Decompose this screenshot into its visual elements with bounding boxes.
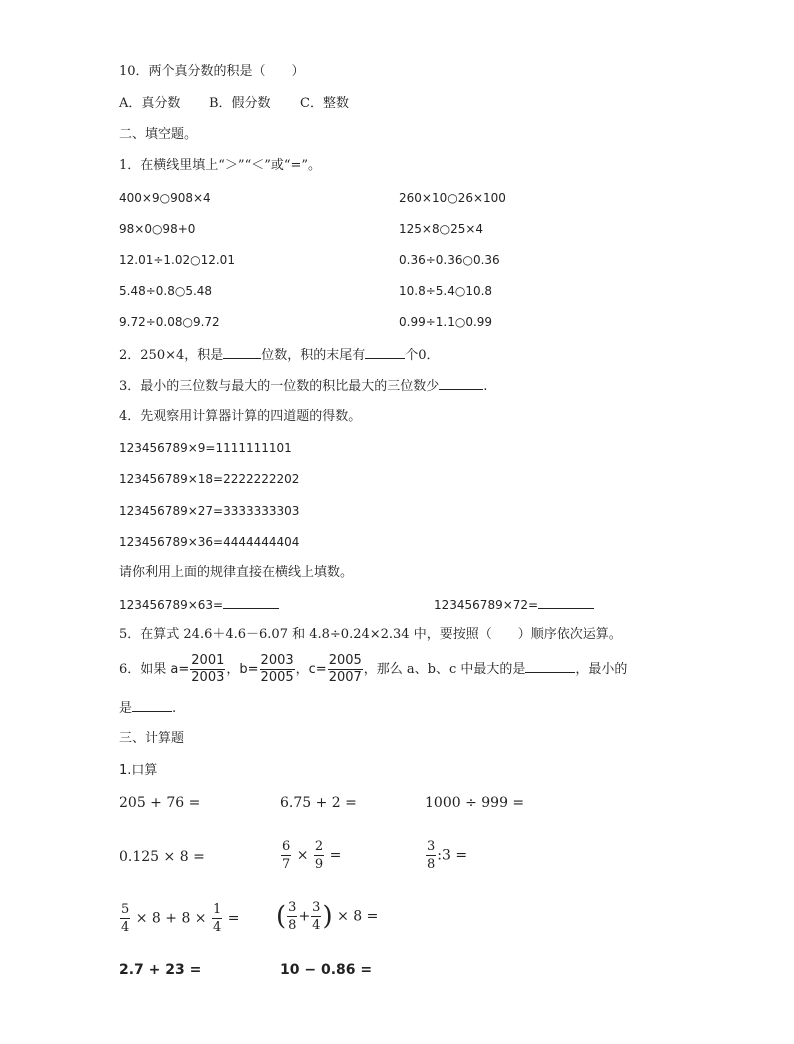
calc-r3-b: ( $\frac{3}{8}$ + $\frac{3}{4}$ ) × 8 = [276, 900, 379, 933]
calc-r3-a-frac1: $\frac{5}{4}$ [121, 902, 130, 935]
q6-mid: ，那么 a、b、c 中最大的是 [363, 662, 526, 677]
section2-title: 二、填空题。 [119, 127, 198, 142]
q6-b-numerator: 2003 [260, 653, 294, 668]
q4-fill-a-label: 123456789×63= [119, 598, 224, 612]
q4-blank-a[interactable] [223, 595, 279, 609]
q6-prefix: 6．如果 [119, 662, 167, 677]
q2-part-a: 2．250×4，积是 [119, 348, 224, 363]
q1-text: 1．在横线里填上“＞”“＜”或“=”。 [119, 158, 322, 173]
q4-text: 4．先观察用计算器计算的四道题的得数。 [119, 409, 362, 424]
q1-row4-right: 10.8÷5.4○10.8 [399, 284, 493, 298]
q2-blank-1[interactable] [223, 345, 261, 359]
q10-option-b: B．假分数 [209, 96, 271, 111]
q1-row4-left: 5.48÷0.8○5.48 [119, 284, 213, 298]
q1-row2-right: 125×8○25×4 [399, 222, 484, 236]
q6-c-fraction [328, 653, 363, 686]
calc-r2-b-frac1: $\frac{6}{7}$ [282, 839, 291, 872]
q1-row1-left: 400×9○908×4 [119, 191, 211, 205]
q6-blank-max[interactable] [525, 659, 575, 673]
q2-part-b: 位数，积的末尾有 [261, 348, 366, 363]
q4-instruction: 请你利用上面的规律直接在横线上填数。 [119, 565, 354, 580]
q6-c-denominator: 2007 [328, 670, 362, 685]
q4-line-3: 123456789×27=3333333303 [119, 504, 300, 518]
q6-b-fraction [260, 653, 295, 686]
q1-row3-right: 0.36÷0.36○0.36 [399, 253, 500, 267]
q4-line-2: 123456789×18=2222222202 [119, 472, 300, 486]
q6-a-fraction [190, 653, 225, 686]
q1-row1-right: 260×10○26×100 [399, 191, 506, 205]
calc-r2-b: $\frac{6}{7}$ × $\frac{2}{9}$ = [282, 839, 342, 872]
section3-title: 三、计算题 [119, 731, 185, 746]
q4-line-1: 123456789×9=1111111101 [119, 441, 292, 455]
calc-r3-b-frac1: $\frac{3}{8}$ [288, 900, 297, 933]
q6-b-denominator: 2005 [260, 670, 294, 685]
q1-row2-left: 98×0○98+0 [119, 222, 196, 236]
calc-r2-c: $\frac{3}{8}$ :3 = [427, 839, 468, 872]
q4-fill-a [119, 595, 279, 614]
q6-a-numerator: 2001 [191, 653, 225, 668]
q10-text: 10．两个真分数的积是（ ） [119, 64, 305, 79]
q2-blank-2[interactable] [365, 345, 405, 359]
calc-r3-b-frac2: $\frac{3}{4}$ [312, 900, 321, 933]
q1-row5-left: 9.72÷0.08○9.72 [119, 315, 220, 329]
q6-a-denominator: 2003 [191, 670, 225, 685]
calc-r3-a-frac2: $\frac{1}{4}$ [213, 902, 222, 935]
q6-line2-a: 是 [119, 701, 133, 716]
q4-fill-b [434, 595, 594, 614]
calc-r3-a: $\frac{5}{4}$ × 8 + 8 × $\frac{1}{4}$ = [121, 902, 240, 935]
q1-row3-left: 12.01÷1.02○12.01 [119, 253, 235, 267]
q3-line [119, 376, 487, 396]
q6-c-label: c= [308, 662, 327, 677]
calc-r1-b: 6.75 + 2 = [280, 795, 357, 811]
q3-blank[interactable] [439, 376, 483, 390]
q4-blank-b[interactable] [538, 595, 594, 609]
q6-line2-b: . [172, 701, 177, 716]
q2-part-c: 个0． [405, 348, 440, 363]
q6-blank-min[interactable] [132, 698, 172, 712]
q3-part-a: 3．最小的三位数与最大的一位数的积比最大的三位数少 [119, 379, 440, 394]
q4-line-4: 123456789×36=4444444404 [119, 535, 300, 549]
q6-c-numerator: 2005 [328, 653, 362, 668]
calc-r2-c-frac: $\frac{3}{8}$ [427, 839, 436, 872]
q6-line2 [119, 698, 176, 718]
calc-r1-a: 205 + 76 = [119, 795, 201, 811]
q6-tail: ，最小的 [575, 662, 628, 677]
calc-subtitle: 1.口算 [119, 763, 158, 778]
q6-line: 6．如果 a= $\frac{2001}{2003}$ ，b= $\frac{2003}{2005}$ ，c= $\frac{2005}{2007}$ ，那么 a、b、c 中最大的是 ，最小的 [119, 653, 628, 685]
q1-row5-right: 0.99÷1.1○0.99 [399, 315, 493, 329]
calc-r2-b-frac2: $\frac{2}{9}$ [314, 839, 324, 872]
q10-option-c: C．整数 [300, 96, 349, 111]
calc-r1-c: 1000 ÷ 999 = [425, 795, 525, 811]
calc-r4-b: 10 − 0.86 = [280, 962, 373, 978]
calc-r2-a: 0.125 × 8 = [119, 849, 205, 865]
calc-r4-a: 2.7 + 23 = [119, 962, 202, 978]
q10-option-a: A．真分数 [119, 96, 181, 111]
q6-b-label: b= [239, 662, 259, 677]
q3-part-b: . [483, 379, 488, 394]
q5-text: 5．在算式 24.6＋4.6－6.07 和 4.8÷0.24×2.34 中，要按照（ ）顺序依次运算。 [119, 627, 622, 642]
q6-a-label: a= [170, 662, 190, 677]
q2-line [119, 345, 440, 365]
q4-fill-b-label: 123456789×72= [434, 598, 539, 612]
